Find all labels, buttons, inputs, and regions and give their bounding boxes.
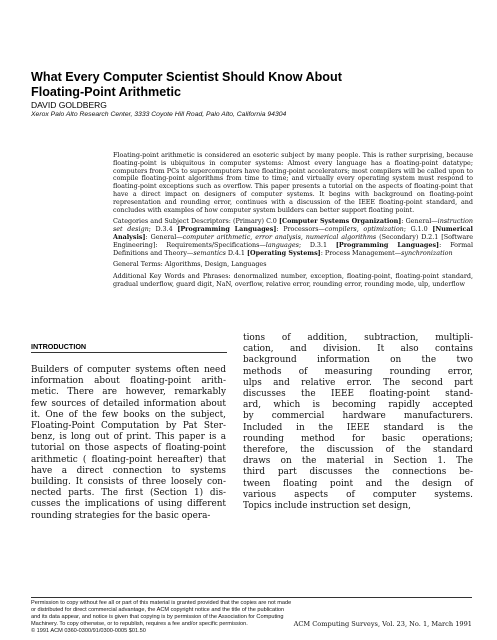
- permission-notice: [31, 600, 472, 635]
- body-text-line: various aspects of computer systems.: [243, 489, 473, 500]
- section-heading-introduction: INTRODUCTION: [31, 342, 87, 351]
- body-text-line: ulps and relative error. The second part: [243, 377, 473, 388]
- body-text-line: building. It consists of three loosely con-: [31, 477, 226, 488]
- body-text-line: few sources of detailed information about: [31, 398, 226, 409]
- body-text-line: it. One of the few books on the subject,: [31, 409, 226, 420]
- body-text-line: therefore, the discussion of the standard: [243, 445, 473, 456]
- body-text-line: rounding strategies for the basic opera-: [31, 510, 211, 521]
- body-text-line: arithmetic ( floating-point hereafter) that: [31, 454, 226, 465]
- body-text-line: rounding method for basic operations;: [243, 433, 473, 444]
- body-text-line: cusses the implications of using different: [31, 499, 226, 510]
- title-line-1: What Every Computer Scientist Should Know About: [31, 70, 342, 84]
- subject-descriptors: Categories and Subject Descriptors: (Primary) C.0 [Computer Systems Organization]: General—instruction set design; D.3.4 [Programming Languages]: Processors—compilers, optimization; G.1.0 [Numerical Analysis]: General—computer arithmetic, error analysis, numerical algorithms (Secondary) D.2.1 [Software Engineering]: Requirements/Specifications—languages; D.3.1 [Programming Languages]: Formal Definitions and Theory—semantics D.4.1 [Operating Systems]: Process Management—synchronization: [113, 217, 473, 257]
- body-text-line: methods of measuring rounding error,: [243, 366, 473, 377]
- permission-line: Machinery. To copy otherwise, or to republish, requires a fee and/or specific permission.: [31, 621, 248, 627]
- abstract-block: [113, 152, 473, 293]
- keywords: Additional Key Words and Phrases: denormalized number, exception, floating-point, floating-point standard, gradual underflow, guard digit, NaN, overflow, relative error, rounding error, rounding mode, ulp, underflow: [113, 272, 473, 288]
- body-text-line: tutorial on those aspects of floating-point: [31, 443, 226, 454]
- body-text-line: draws on the material in Section 1. The: [243, 456, 473, 467]
- body-text-line: ard, which is becoming rapidly accepted: [243, 400, 473, 411]
- body-text-line: third part discusses the connections be-: [243, 467, 473, 478]
- body-text-line: Topics include instruction set design,: [243, 501, 411, 512]
- body-text-line: Included in the IEEE standard is the: [243, 422, 473, 433]
- body-text-line: benz, is long out of print. This paper is a: [31, 432, 226, 443]
- copyright-line: © 1991 ACM 0360-0300/91/0300-0005 $01.50: [31, 628, 146, 634]
- permission-line: Permission to copy without fee all or part of this material is granted provided that the copies are not made: [31, 600, 292, 606]
- body-text-line: tions of addition, subtraction, multipli-: [243, 333, 473, 343]
- abstract-text: Floating-point arithmetic is considered an esoteric subject by many people. This is rather surprising, because floating-point is ubiquitous in computer systems: Almost every language has a floating-point datatype; computers from PCs to supercomputers have floating-point accelerators; most compilers will be called upon to compile floating-point algorithms from time to time; and virtually every operating system must respond to floating-point exceptions such as overflow. This paper presents a tutorial on the aspects of floating-point that have a direct impact on designers of computer systems. It begins with background on floating-point representation and rounding error, continues with a discussion of the IEEE floating-point standard, and concludes with examples of how computer system builders can better support floating point.: [113, 151, 473, 214]
- body-text-line: nected parts. The first (Section 1) dis-: [31, 488, 226, 499]
- permission-line: or distributed for direct commercial advantage, the ACM copyright notice and the title of the publication: [31, 607, 285, 613]
- body-column-right: [243, 333, 473, 512]
- journal-footer: ACM Computing Surveys, Vol. 23, No. 1, March 1991: [293, 620, 472, 628]
- body-column-left: [31, 365, 226, 522]
- body-text-line: discusses the IEEE floating-point stand-: [243, 389, 473, 400]
- title-line-2: Floating-Point Arithmetic: [31, 84, 181, 99]
- body-text-line: background information on the two: [243, 355, 473, 366]
- general-terms: General Terms: Algorithms, Design, Languages: [113, 260, 267, 269]
- body-text-line: Builders of computer systems often need: [31, 365, 226, 375]
- section-divider: [31, 352, 227, 353]
- author-name: DAVID GOLDBERG: [31, 100, 107, 110]
- body-text-line: metic. There are however, remarkably: [31, 387, 226, 398]
- body-text-line: Floating-Point Computation by Pat Ster-: [31, 421, 226, 432]
- author-affiliation: Xerox Palo Alto Research Center, 3333 Coyote Hill Road, Palo Alto, California 94304: [31, 111, 287, 118]
- body-text-line: cation, and division. It also contains: [243, 344, 473, 355]
- body-text-line: information about floating-point arith-: [31, 376, 226, 387]
- paper-title: [31, 70, 471, 99]
- body-text-line: tween floating point and the design of: [243, 478, 473, 489]
- permission-line: and its data appear, and notice is given that copying is by permission of the Association for Computing: [31, 614, 284, 620]
- footnote-divider: [31, 597, 472, 598]
- body-text-line: have a direct connection to systems: [31, 465, 226, 476]
- body-text-line: by commercial hardware manufacturers.: [243, 411, 473, 422]
